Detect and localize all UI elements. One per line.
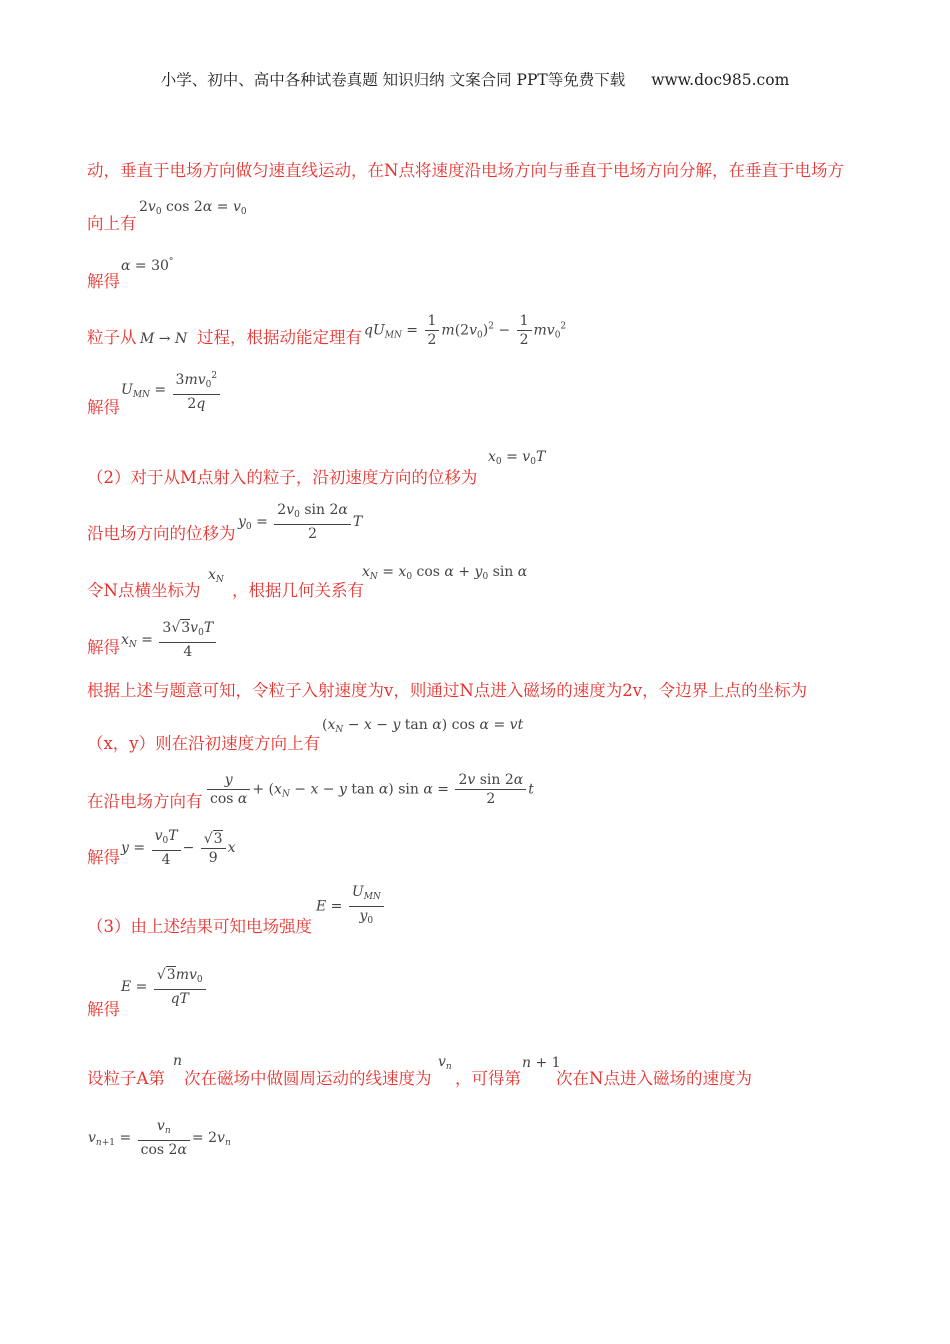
text-line-16c: ，可得第 [455, 1069, 521, 1088]
text-line-15: 解得 [87, 1000, 120, 1019]
eq-e-result: E = $\frac{√3mv_0}{qT}$ [121, 967, 208, 1007]
eq-xn-geometry: $x_N = x_0$ $\cos \alpha + y_0$ sin α [362, 564, 528, 582]
eq-boundary-y: y = $\frac{v_0T}{4}$ − $\frac{√3}{9}$ x [121, 828, 236, 868]
eq-vn-symbol: $v_n$ [438, 1054, 452, 1072]
text-line-1: 动，垂直于电场方向做匀速直线运动，在N点将速度沿电场方向与垂直于电场方向分解，在垂直于电场方 [87, 161, 844, 180]
eq-velocity-component: $2v_0$ $\cos 2\alpha = v_0$ [139, 199, 247, 217]
text-line-11: （x，y）则在沿初速度方向上有 [87, 734, 321, 753]
eq-x0: $x_0 = v_0T$ [488, 449, 546, 467]
text-line-16b: 次在磁场中做圆周运动的线速度为 [184, 1069, 432, 1088]
text-line-4a: 粒子从 [87, 328, 137, 347]
text-line-3: 解得 [87, 272, 120, 291]
text-line-16d: 次在N点进入磁场的速度为 [556, 1069, 752, 1088]
eq-m-to-n: M → N [140, 331, 188, 347]
text-line-14: （3）由上述结果可知电场强度 [87, 917, 312, 936]
eq-alpha: α = 30° [121, 257, 174, 274]
text-line-10: 根据上述与题意可知，令粒子入射速度为v，则通过N点进入磁场的速度为2v，令边界上点的坐标为 [87, 681, 808, 700]
text-line-12: 在沿电场方向有 [87, 792, 203, 811]
text-line-4b: 过程，根据动能定理有 [197, 328, 362, 347]
header-title: 小学、初中、高中各种试卷真题 知识归纳 文案合同 PPT等免费下载 [160, 71, 626, 89]
text-line-9: 解得 [87, 638, 120, 657]
header-site: www.doc985.com [651, 71, 790, 89]
eq-vn-recursion: $v_{n+1}$ = $\frac{v_n}{\cos 2\alpha}$ = $2v_n$ [88, 1118, 231, 1158]
text-line-13: 解得 [87, 848, 120, 867]
text-line-8a: 令N点横坐标为 [87, 581, 201, 600]
text-line-2: 向上有 [87, 214, 137, 233]
eq-energy-theorem: $qU_{MN}$ = $\frac{1}{2}$ $m(2v_0)^2$ − $\frac{1}{2}$ $mv_0^2$ [364, 313, 567, 348]
eq-xn-result: $x_N$ = $\frac{3√3v_0T}{4}$ [121, 620, 218, 660]
eq-n-plus-one: n + 1 [522, 1055, 561, 1071]
eq-xn-symbol: $x_N$ [208, 567, 224, 585]
text-line-5: 解得 [87, 398, 120, 417]
eq-u-mn: $U_{MN}$ = $\frac{3mv_0^2}{2q}$ [121, 368, 222, 412]
eq-e-definition: E = $\frac{U_{MN}}{y_0}$ [316, 884, 386, 929]
page-header [0, 68, 950, 90]
eq-n-symbol: n [173, 1053, 183, 1069]
eq-field-direction: $\frac{y}{\text{cos α}}$ + ($x_N - x - y$ tan α) sin α = $\frac{\text{2v sin 2α}}{2}$ t [205, 772, 534, 807]
eq-initial-direction: ($x_N - x - y$ tan α) cos α = vt [322, 717, 524, 735]
text-line-7: 沿电场方向的位移为 [87, 524, 236, 543]
text-line-6: （2）对于从M点射入的粒子，沿初速度方向的位移为 [87, 468, 478, 487]
text-line-8b: ，根据几何关系有 [232, 581, 364, 600]
eq-y0: $y_0$ = $\frac{2v_0 \sin 2\alpha}{2}$ T [238, 502, 363, 542]
text-line-16a: 设粒子A第 [87, 1069, 165, 1088]
